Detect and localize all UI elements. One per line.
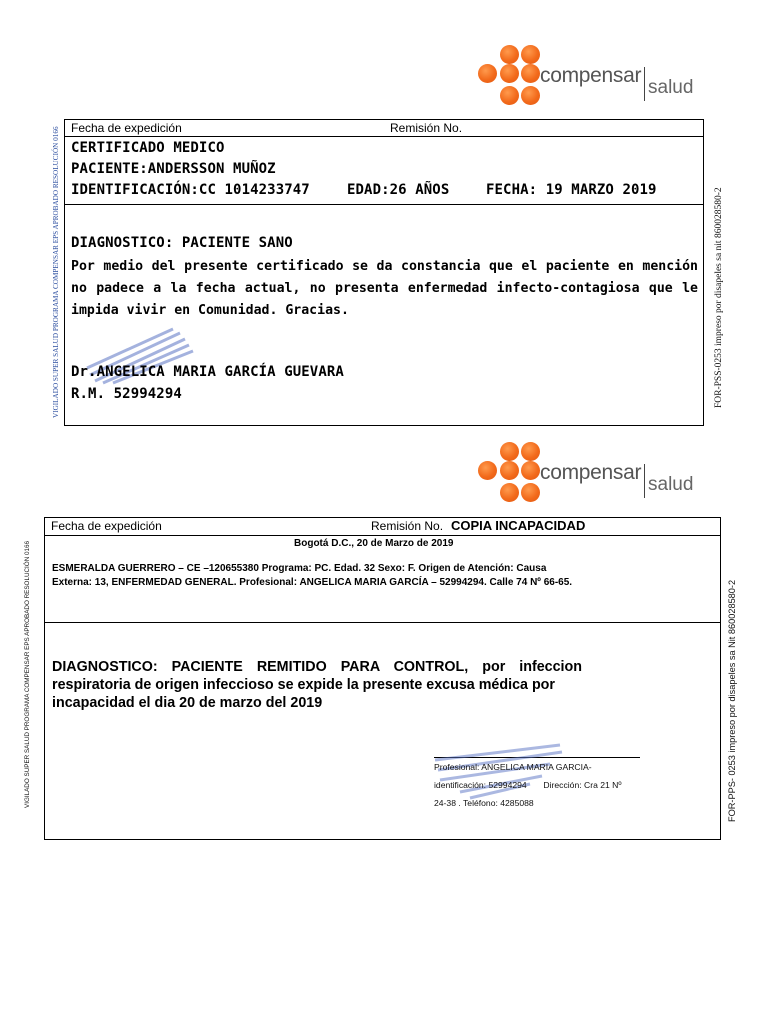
remision-value: COPIA INCAPACIDAD (451, 518, 586, 533)
doctor-name: Dr.ANGELICA MARIA GARCÍA GUEVARA (71, 364, 344, 380)
logo-dot-icon (500, 442, 519, 461)
logo-dot-icon (521, 86, 540, 105)
logo-dot-icon (521, 483, 540, 502)
fecha-expedicion-label: Fecha de expedición (51, 519, 162, 533)
signature-name: Profesional: ANGELICA MARIA GARCIA- (434, 762, 592, 772)
diagnosis-line: respiratoria de origen infeccioso se expide la presente excusa médica por (52, 677, 555, 693)
diagnosis-line: incapacidad el dia 20 de marzo del 2019 (52, 695, 323, 711)
incapacity-certificate (44, 517, 721, 840)
signature-id-address: identificación: 52994294 Dirección: Cra 21 Nº (434, 780, 622, 790)
patient-name: PACIENTE:ANDERSSON MUÑOZ (71, 161, 276, 177)
certificate-header (45, 518, 720, 536)
diagnosis-line: DIAGNOSTICO: PACIENTE REMITIDO PARA CONTROL, por infeccion (52, 659, 582, 675)
certificate-title: CERTIFICADO MEDICO (71, 140, 225, 156)
logo-dot-icon (478, 461, 497, 480)
logo-dot-icon (500, 461, 519, 480)
logo-dot-icon (521, 45, 540, 64)
logo-dot-icon (521, 64, 540, 83)
remision-label: Remisión No. (390, 121, 463, 135)
logo-sub: salud (648, 77, 694, 98)
doctor-rm: R.M. 52994294 (71, 386, 182, 402)
side-text-right-1: FOR-PSS-0253 impreso por disapeles sa nit 860028580-2 (714, 187, 724, 408)
certificate-body: Por medio del presente certificado se da constancia que el paciente en mención no padece a la fecha actual, no presenta enfermedad infecto-contagiosa que le impida vivir en Comunidad. Gracias. (71, 259, 698, 318)
remision-label: Remisión No. (371, 519, 444, 533)
medical-certificate (64, 119, 704, 426)
diagnosis: DIAGNOSTICO: PACIENTE SANO (71, 235, 293, 251)
side-text-right-2: FOR-PPS- 0253 impreso por disapeles sa Nit 860028580-2 (727, 579, 737, 822)
logo-dot-icon (521, 442, 540, 461)
logo-brand: compensar (540, 64, 642, 87)
section-divider (65, 204, 703, 205)
certificate-header (65, 120, 703, 137)
fecha-expedicion-label: Fecha de expedición (71, 121, 182, 135)
logo-dot-icon (500, 86, 519, 105)
city-date: Bogotá D.C., 20 de Marzo de 2019 (294, 538, 454, 549)
side-text-left-1: VIGILADO SUPER SALUD PROGRAMA COMPENSAR EPS APROBADO RESOLUCIÓN 0166 (52, 126, 60, 418)
compensar-logo (478, 442, 708, 512)
logo-sub: salud (648, 474, 694, 495)
compensar-logo (478, 45, 708, 115)
logo-divider (644, 67, 645, 101)
logo-dot-icon (500, 45, 519, 64)
section-divider (45, 622, 720, 623)
logo-dot-icon (521, 461, 540, 480)
patient-info-line: ESMERALDA GUERRERO – CE –120655380 Programa: PC. Edad. 32 Sexo: F. Origen de Atención: Causa (52, 563, 547, 574)
certificate-date: FECHA: 19 MARZO 2019 (486, 182, 657, 198)
logo-brand: compensar (540, 461, 642, 484)
logo-dot-icon (500, 64, 519, 83)
side-text-left-2: VIGILADO SUPER SALUD PROGRAMA COMPENSAR EPS APROBADO RESOLUCIÓN 0166 (24, 541, 31, 808)
patient-info-line: Externa: 13, ENFERMEDAD GENERAL. Profesional: ANGELICA MARIA GARCÍA – 52994294. Calle 74 Nº 66-65. (52, 577, 573, 588)
logo-dot-icon (500, 483, 519, 502)
patient-id: IDENTIFICACIÓN:CC 1014233747 (71, 182, 310, 198)
patient-age: EDAD:26 AÑOS (347, 182, 450, 198)
logo-divider (644, 464, 645, 498)
logo-dot-icon (478, 64, 497, 83)
signature-phone: 24-38 . Teléfono: 4285088 (434, 798, 534, 808)
